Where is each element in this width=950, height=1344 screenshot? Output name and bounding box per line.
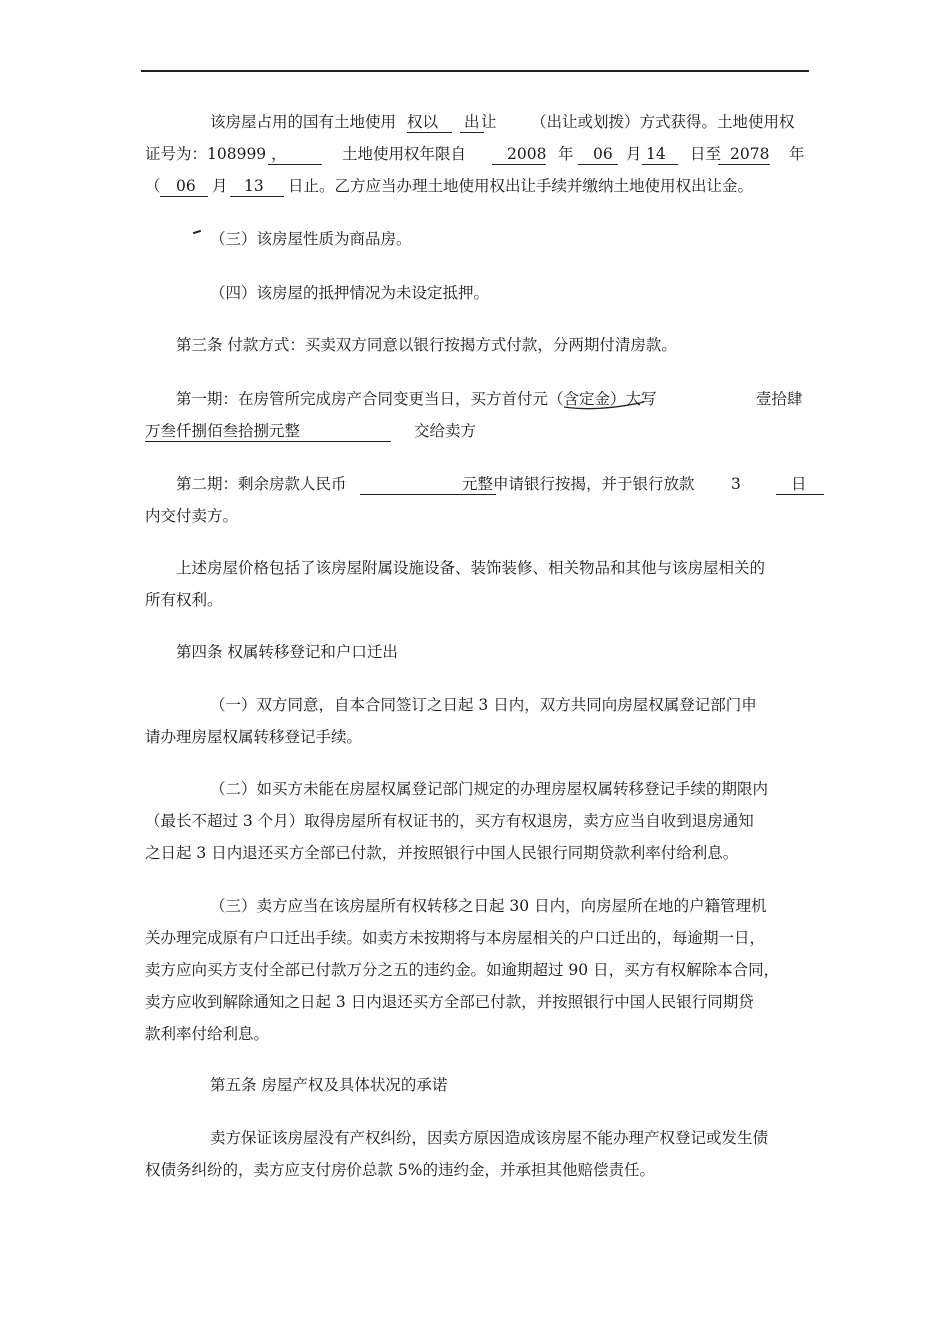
phase-1-amount-words-1: 壹拾肆 <box>756 390 803 408</box>
article-5-text: 第五条 房屋产权及具体状况的承诺 <box>210 1076 448 1094</box>
price-note-text-2: 所有权利。 <box>145 591 223 609</box>
art5-text-2: 权债务纠纷的，卖方应支付房价总款 5%的违约金，并承担其他赔偿责任。 <box>145 1161 656 1179</box>
art4-3-line-5 <box>0 1022 950 1046</box>
phase-2-line-2 <box>0 504 950 528</box>
land-fee-text: 日止。乙方应当办理土地使用权出让手续并缴纳土地使用权出让金。 <box>288 177 754 195</box>
start-day: 14 <box>646 145 666 163</box>
art4-3-text-5: 款利率付给利息。 <box>145 1025 270 1043</box>
phase-1-line-1 <box>0 387 950 411</box>
art4-3-text-1: （三）卖方应当在该房屋所有权转移之日起 30 日内，向房屋所在地的户籍管理机 <box>210 897 767 915</box>
phase-2-end: 内交付卖方。 <box>145 507 239 525</box>
land-use-line-1 <box>0 110 950 134</box>
art4-2-text-2: （最长不超过 3 个月）取得房屋所有权证书的，买方有权退房，卖方应当自收到退房通知 <box>145 812 754 830</box>
handwritten-curve <box>560 392 650 412</box>
land-use-text: 该房屋占用的国有土地使用 <box>210 113 397 131</box>
price-note-text-1: 上述房屋价格包括了该房屋附属设施设备、装饰装修、相关物品和其他与该房屋相关的 <box>176 559 766 577</box>
price-note-line-2 <box>0 588 950 612</box>
phase-2-text: 第二期：剩余房款人民币 <box>176 475 347 493</box>
article-3-text: 第三条 付款方式：买卖双方同意以银行按揭方式付款，分两期付清房款。 <box>176 336 677 354</box>
phase-2-loan-text: 元整申请银行按揭，并于银行放款 <box>462 475 695 493</box>
mortgage-status-text: （四）该房屋的抵押情况为未设定抵押。 <box>210 284 490 302</box>
start-year: 2008 <box>507 145 547 163</box>
month-label: 月 <box>626 145 642 163</box>
term-label: 土地使用权年限自 <box>342 145 467 163</box>
start-month: 06 <box>593 145 613 163</box>
land-use-line-2 <box>0 142 950 166</box>
article-4-title <box>0 640 950 664</box>
art4-3-line-1 <box>0 894 950 918</box>
end-month: 06 <box>176 177 196 195</box>
art4-3-text-3: 卖方应向买方支付全部已付款万分之五的违约金。如逾期超过 90 日，买方有权解除本合同， <box>145 961 780 979</box>
until-label: 日至 <box>690 145 722 163</box>
phase-1-line-2 <box>0 419 950 443</box>
art4-1-line-1 <box>0 693 950 717</box>
underline <box>268 142 322 165</box>
year-label: 年 <box>558 145 574 163</box>
property-nature-text: （三）该房屋性质为商品房。 <box>210 230 412 248</box>
certificate-number: 证号为：108999 ， <box>145 145 287 163</box>
underline <box>407 110 452 133</box>
art4-1-text-2: 请办理房屋权属转移登记手续。 <box>145 728 363 746</box>
land-method-value-1: 出 <box>464 113 480 131</box>
land-use-line-3 <box>0 174 950 198</box>
art4-3-line-3 <box>0 958 950 982</box>
open-paren: （ <box>145 177 161 195</box>
art4-2-line-2 <box>0 809 950 833</box>
year-label-2: 年 <box>789 145 805 163</box>
underline <box>145 419 391 442</box>
art4-3-line-4 <box>0 990 950 1014</box>
article-5-title <box>0 1073 950 1097</box>
land-method-prefix: 权以 <box>407 113 439 131</box>
art4-1-text-1: （一）双方同意，自本合同签订之日起 3 日内，双方共同向房屋权属登记部门申 <box>210 696 757 714</box>
land-method-value-2: 让 <box>481 113 497 131</box>
art4-3-line-2 <box>0 926 950 950</box>
art4-2-text-1: （二）如买方未能在房屋权属登记部门规定的办理房屋权属转移登记手续的期限内 <box>210 780 769 798</box>
art4-2-text-3: 之日起 3 日内退还买方全部已付款，并按照银行中国人民银行同期贷款利率付给利息。 <box>145 844 739 862</box>
land-method-note: （出让或划拨）方式获得。土地使用权 <box>531 113 795 131</box>
art4-2-line-1 <box>0 777 950 801</box>
art4-3-text-2: 关办理完成原有户口迁出手续。如卖方未按期将与本房屋相关的户口迁出的，每逾期一日， <box>145 929 766 947</box>
phase-1-text: 第一期：在房管所完成房产合同变更当日，买方首付元（含定金）大写 <box>176 390 657 408</box>
article-3-title <box>0 333 950 357</box>
month-label-2: 月 <box>212 177 228 195</box>
price-note-line-1 <box>0 556 950 580</box>
art4-1-line-2 <box>0 725 950 749</box>
end-day: 13 <box>244 177 264 195</box>
phase-2-day-label: 日 <box>791 475 807 493</box>
art5-line-1 <box>0 1126 950 1150</box>
art4-2-line-3 <box>0 841 950 865</box>
end-year: 2078 <box>730 145 770 163</box>
art5-text-1: 卖方保证该房屋没有产权纠纷，因卖方原因造成该房屋不能办理产权登记或发生债 <box>210 1129 769 1147</box>
phase-1-delivery: 交给卖方 <box>414 422 477 440</box>
phase-1-amount-words-2: 万叁仟捌佰叁拾捌元整 <box>145 422 301 440</box>
phase-2-days: 3 <box>731 475 741 493</box>
article-4-text: 第四条 权属转移登记和户口迁出 <box>176 643 398 661</box>
mortgage-status <box>0 281 950 305</box>
art5-line-2 <box>0 1158 950 1182</box>
phase-2-line-1 <box>0 472 950 496</box>
art4-3-text-4: 卖方应收到解除通知之日起 3 日内退还买方全部已付款，并按照银行中国人民银行同期贷 <box>145 993 754 1011</box>
property-nature <box>0 227 950 251</box>
header-rule <box>141 70 809 72</box>
